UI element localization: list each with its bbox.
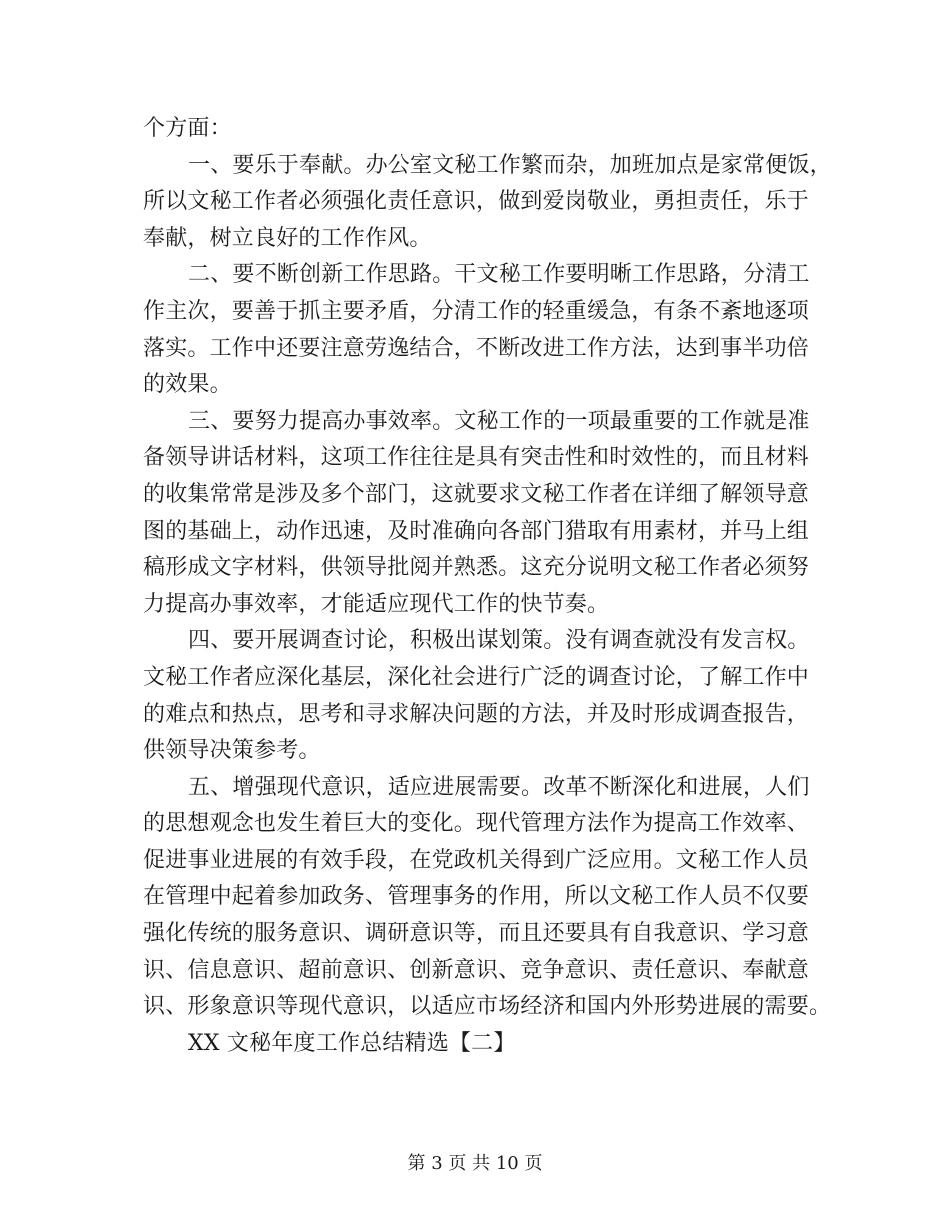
text-line: 奉献，树立良好的工作作风。 (143, 225, 432, 251)
paragraph-3-start: 三、要努力提高办事效率。文秘工作的一项最重要的工作就是准 (188, 408, 810, 434)
document-body (143, 111, 832, 1062)
text-line: 供领导决策参考。 (143, 738, 321, 764)
paragraph-4-start: 四、要开展调查讨论，积极出谋划策。没有调查就没有发言权。 (188, 628, 810, 654)
text-line: 识、信息意识、超前意识、创新意识、竞争意识、责任意识、奉献意 (143, 957, 810, 983)
text-line: 落实。工作中还要注意劳逸结合，不断改进工作方法，达到事半功倍 (143, 335, 810, 361)
text-line: 强化传统的服务意识、调研意识等，而且还要具有自我意识、学习意 (143, 921, 810, 947)
text-line: 促进事业进展的有效手段，在党政机关得到广泛应用。文秘工作人员 (143, 847, 810, 873)
text-line: 备领导讲话材料，这项工作往往是具有突击性和时效性的，而且材料 (143, 445, 810, 471)
text-line: 文秘工作者应深化基层，深化社会进行广泛的调查讨论，了解工作中 (143, 664, 810, 690)
text-line: 的效果。 (143, 372, 232, 398)
text-line: 的思想观念也发生着巨大的变化。现代管理方法作为提高工作效率、 (143, 811, 810, 837)
text-line: 的收集常常是涉及多个部门，这就要求文秘工作者在详细了解领导意 (143, 481, 810, 507)
page-number-footer: 第 3 页 共 10 页 (407, 1153, 543, 1174)
text-line: 作主次，要善于抓主要矛盾，分清工作的轻重缓急，有条不紊地逐项 (143, 298, 810, 324)
section-heading: XX 文秘年度工作总结精选【二】 (188, 1030, 516, 1056)
paragraph-5-start: 五、增强现代意识，适应进展需要。改革不断深化和进展，人们 (188, 774, 810, 800)
text-line: 力提高办事效率，才能适应现代工作的快节奏。 (143, 591, 610, 617)
text-line: 个方面： (143, 116, 232, 141)
text-line: 的难点和热点，思考和寻求解决问题的方法，并及时形成调查报告， (143, 701, 810, 727)
text-line: 所以文秘工作者必须强化责任意识，做到爱岗敬业，勇担责任，乐于 (143, 189, 810, 215)
text-line: 图的基础上，动作迅速，及时准确向各部门猎取有用素材，并马上组 (143, 518, 810, 544)
text-line: 在管理中起着参加政务、管理事务的作用，所以文秘工作人员不仅要 (143, 884, 810, 910)
paragraph-2-start: 二、要不断创新工作思路。干文秘工作要明晰工作思路，分清工 (188, 262, 810, 288)
text-line: 识、形象意识等现代意识，以适应市场经济和国内外形势进展的需要。 (143, 994, 832, 1020)
paragraph-1-start: 一、要乐于奉献。办公室文秘工作繁而杂，加班加点是家常便饭， (188, 152, 832, 178)
text-line: 稿形成文字材料，供领导批阅并熟悉。这充分说明文秘工作者必须努 (143, 555, 810, 581)
